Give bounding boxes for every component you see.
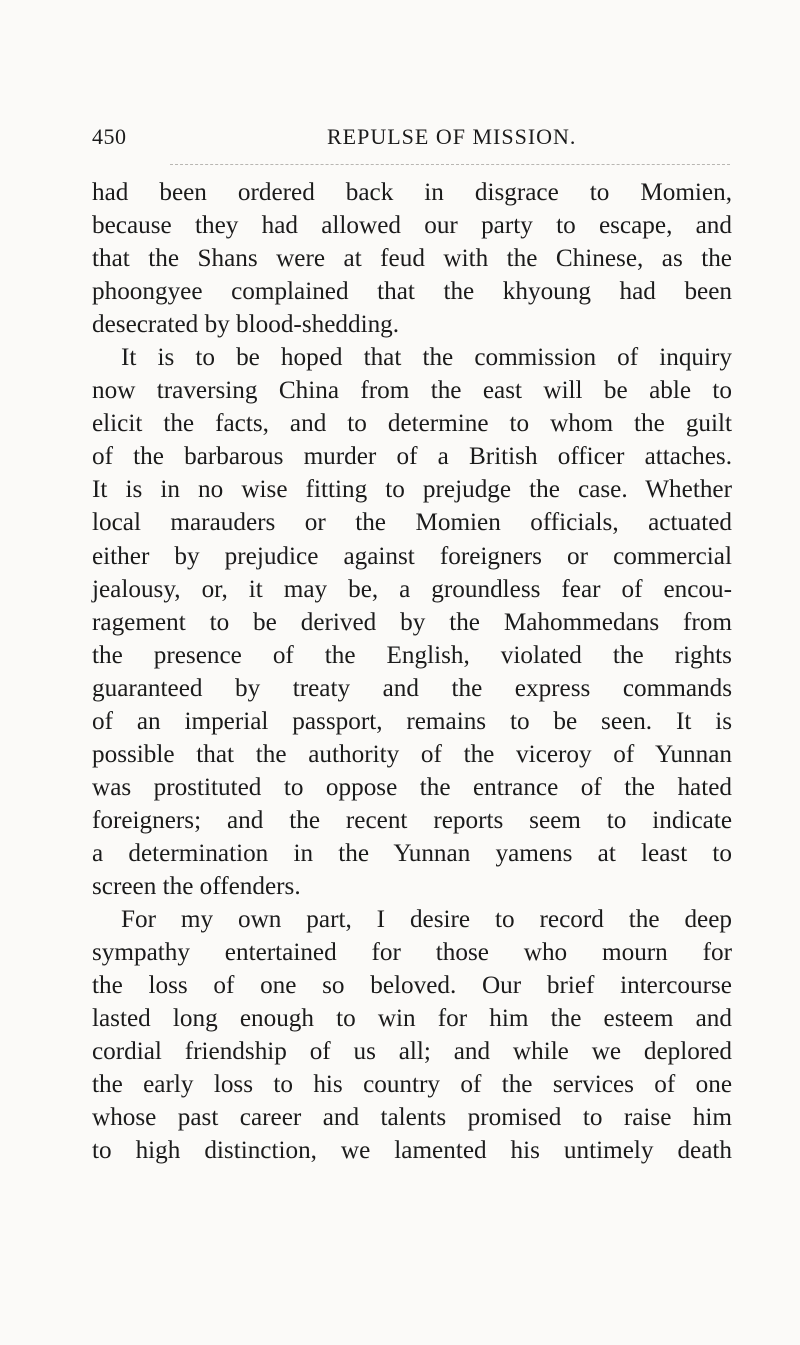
text-line: that the Shans were at feud with the Chinese, as the <box>92 245 732 273</box>
text-line: phoongyee complained that the khyoung had been <box>92 278 732 306</box>
text-line: because they had allowed our party to escape, and <box>92 212 732 240</box>
text-line: now traversing China from the east will be able to <box>92 377 732 405</box>
text-line: the loss of one so beloved. Our brief intercourse <box>92 972 732 1000</box>
text-line: of the barbarous murder of a British officer attaches. <box>92 443 732 471</box>
text-line: screen the offenders. <box>92 872 301 900</box>
text-line: whose past career and talents promised to raise him <box>92 1104 732 1132</box>
text-line: had been ordered back in disgrace to Momien, <box>92 179 732 206</box>
text-line: foreigners; and the recent reports seem to indicate <box>92 806 732 834</box>
text-line: local marauders or the Momien officials, actuated <box>92 509 732 537</box>
text-line: It is in no wise fitting to prejudge the case. Whether <box>92 476 732 504</box>
header-rule <box>170 164 730 165</box>
text-line: was prostituted to oppose the entrance of the hated <box>92 773 732 801</box>
text-line: desecrated by blood-shedding. <box>92 311 400 339</box>
page-number: 450 <box>92 124 127 149</box>
text-line: of an imperial passport, remains to be seen. It is <box>92 707 732 735</box>
text-line: the early loss to his country of the services of one <box>92 1071 732 1099</box>
text-line: to high distinction, we lamented his untimely death <box>92 1137 732 1165</box>
text-line: elicit the facts, and to determine to whom the guilt <box>92 410 732 438</box>
text-line: It is to be hoped that the commission of inquiry <box>121 344 732 372</box>
body-text <box>92 176 732 1167</box>
text-line: the presence of the English, violated the rights <box>92 641 732 669</box>
text-line: For my own part, I desire to record the deep <box>121 906 732 934</box>
running-head <box>92 124 732 154</box>
text-line: either by prejudice against foreigners or commercial <box>92 542 732 570</box>
text-line: ragement to be derived by the Mahommedans from <box>92 608 732 636</box>
text-line: guaranteed by treaty and the express commands <box>92 674 732 702</box>
text-line: jealousy, or, it may be, a groundless fear of encou- <box>92 575 732 603</box>
running-title: REPULSE OF MISSION. <box>327 124 577 149</box>
text-line: lasted long enough to win for him the esteem and <box>92 1005 732 1033</box>
text-line: possible that the authority of the viceroy of Yunnan <box>92 740 732 768</box>
text-line: a determination in the Yunnan yamens at least to <box>92 839 732 867</box>
text-line: cordial friendship of us all; and while we deplored <box>92 1038 732 1066</box>
text-line: sympathy entertained for those who mourn for <box>92 939 732 967</box>
